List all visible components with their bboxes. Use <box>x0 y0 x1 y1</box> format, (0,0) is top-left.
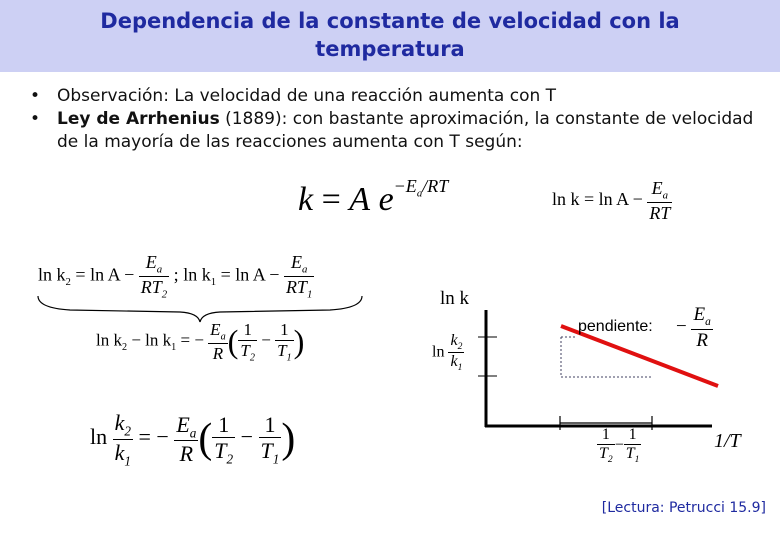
log-form-den: RT <box>649 203 671 223</box>
diff-minus: − ln k <box>127 330 172 350</box>
pair-mid1: = ln A − <box>216 264 284 285</box>
final-k1-sub: 1 <box>124 452 131 468</box>
diff-den: R <box>212 344 224 364</box>
slope-num-sub: a <box>705 315 711 328</box>
x-ratio-minus: − <box>614 436 624 454</box>
diff-t1: T <box>277 340 287 360</box>
eq-exponent: −E <box>393 176 417 196</box>
x-ratio-one-b: 1 <box>624 426 642 445</box>
eq-k: k <box>298 181 314 218</box>
reading-reference: [Lectura: Petrucci 15.9] <box>601 500 766 516</box>
y-axis-label <box>440 288 469 310</box>
diff-lhs: ln k <box>96 330 122 350</box>
brace-icon <box>38 296 362 322</box>
final-eq: = − <box>132 424 175 450</box>
slope-label: pendiente: <box>578 318 653 335</box>
diff-t2: T <box>240 340 250 360</box>
x-ratio-t1-text: T <box>625 445 635 463</box>
slope-num: E <box>693 304 706 325</box>
pair-num-1: E <box>290 252 302 272</box>
y-ratio-label <box>432 332 464 373</box>
x-ratio-t1 <box>624 426 642 466</box>
slope-minus: − <box>676 316 687 338</box>
diff-num: E <box>210 320 221 339</box>
final-one-a: 1 <box>212 412 235 438</box>
slope-expression <box>676 304 713 352</box>
eq-a: A <box>349 181 371 218</box>
slope-fraction <box>691 304 712 352</box>
final-minus: − <box>235 424 259 450</box>
log-form-lhs: ln k = ln A − <box>552 188 643 209</box>
pair-separator: ; <box>169 264 184 285</box>
diff-minus2: − <box>256 330 276 350</box>
final-den: R <box>179 441 194 467</box>
log-form-num: E <box>651 178 663 198</box>
final-close-paren: ) <box>281 416 296 463</box>
arrhenius-law-name: Ley de Arrhenius <box>57 109 220 129</box>
final-t2: T <box>214 437 227 463</box>
pair-lhs1: ln k <box>183 264 211 285</box>
x-ratio-t2-text: T <box>599 445 608 463</box>
final-num: E <box>176 411 190 437</box>
x-ratio-t2 <box>597 426 615 466</box>
diff-lhs-sub2: 1 <box>171 342 177 354</box>
x-axis-label: 1/T <box>714 430 741 452</box>
log-form-num-sub: a <box>662 189 669 202</box>
eq-exponent-sub: a <box>416 187 423 200</box>
diff-open-paren: ( <box>227 323 239 360</box>
diff-eq: = − <box>176 330 209 350</box>
bullet-dot-icon: • <box>30 109 41 129</box>
bullet-dot-icon: • <box>30 86 41 106</box>
final-open-paren: ( <box>198 416 213 463</box>
pair-den-2: RT <box>140 277 162 297</box>
pair-num-2-sub: a <box>156 263 163 276</box>
pair-mid2: = ln A − <box>70 264 139 285</box>
y-ratio-num: k <box>450 332 458 349</box>
bullet-observation-text: Observación: La velocidad de una reacción aumenta con T <box>57 86 557 106</box>
pair-lhs2-sub: 2 <box>65 276 71 289</box>
slope-den: R <box>696 329 708 351</box>
pair-lhs2: ln k <box>38 264 66 285</box>
pair-den-1-sub: 1 <box>306 288 313 301</box>
y-ratio-num-sub: 2 <box>457 341 463 353</box>
diff-one-a: 1 <box>238 320 257 341</box>
final-t1: T <box>260 437 273 463</box>
pair-num-1-sub: a <box>301 263 308 276</box>
x-ratio-t1-sub: 1 <box>634 454 640 466</box>
diff-one-b: 1 <box>275 320 294 341</box>
final-k2: k <box>114 410 125 435</box>
eq-equals: = <box>321 181 341 218</box>
pair-lhs1-sub: 1 <box>210 276 217 289</box>
title-line-1: Dependencia de la constante de velocidad con la <box>100 9 680 33</box>
eq-e: e <box>378 181 394 218</box>
bullet-arrhenius-text: (1889): con bastante aproximación, la constante de velocidad de la mayoría de las reacciones aumenta con T según: <box>57 109 754 152</box>
x-ratio-t2-sub: 2 <box>607 454 613 466</box>
diff-t1-sub: 1 <box>286 351 292 363</box>
pair-den-2-sub: 2 <box>161 288 168 301</box>
final-t2-sub: 2 <box>226 451 234 467</box>
y-axis-label-text: ln k <box>440 288 470 309</box>
diff-t2-sub: 2 <box>249 351 255 363</box>
final-k2-sub: 2 <box>124 423 131 439</box>
eq-exponent-tail: /RT <box>422 176 449 196</box>
pair-den-1: RT <box>285 277 307 297</box>
y-ratio-ln: ln <box>432 343 445 361</box>
final-one-b: 1 <box>259 412 282 438</box>
y-ratio-fraction <box>448 332 464 373</box>
y-ratio-den-sub: 1 <box>457 362 463 374</box>
final-t1-sub: 1 <box>272 451 280 467</box>
x-ratio-label <box>597 426 641 466</box>
title-line-2: temperatura <box>315 37 465 61</box>
x-ratio-one-a: 1 <box>597 426 615 445</box>
final-k1: k <box>114 439 125 465</box>
pair-num-2: E <box>145 252 157 272</box>
diff-close-paren: ) <box>293 323 305 360</box>
final-ln: ln <box>90 424 108 450</box>
final-num-sub: a <box>189 425 197 441</box>
diff-lhs-sub1: 2 <box>121 342 128 354</box>
diff-num-sub: a <box>220 331 226 343</box>
y-ratio-den: k <box>450 353 458 371</box>
